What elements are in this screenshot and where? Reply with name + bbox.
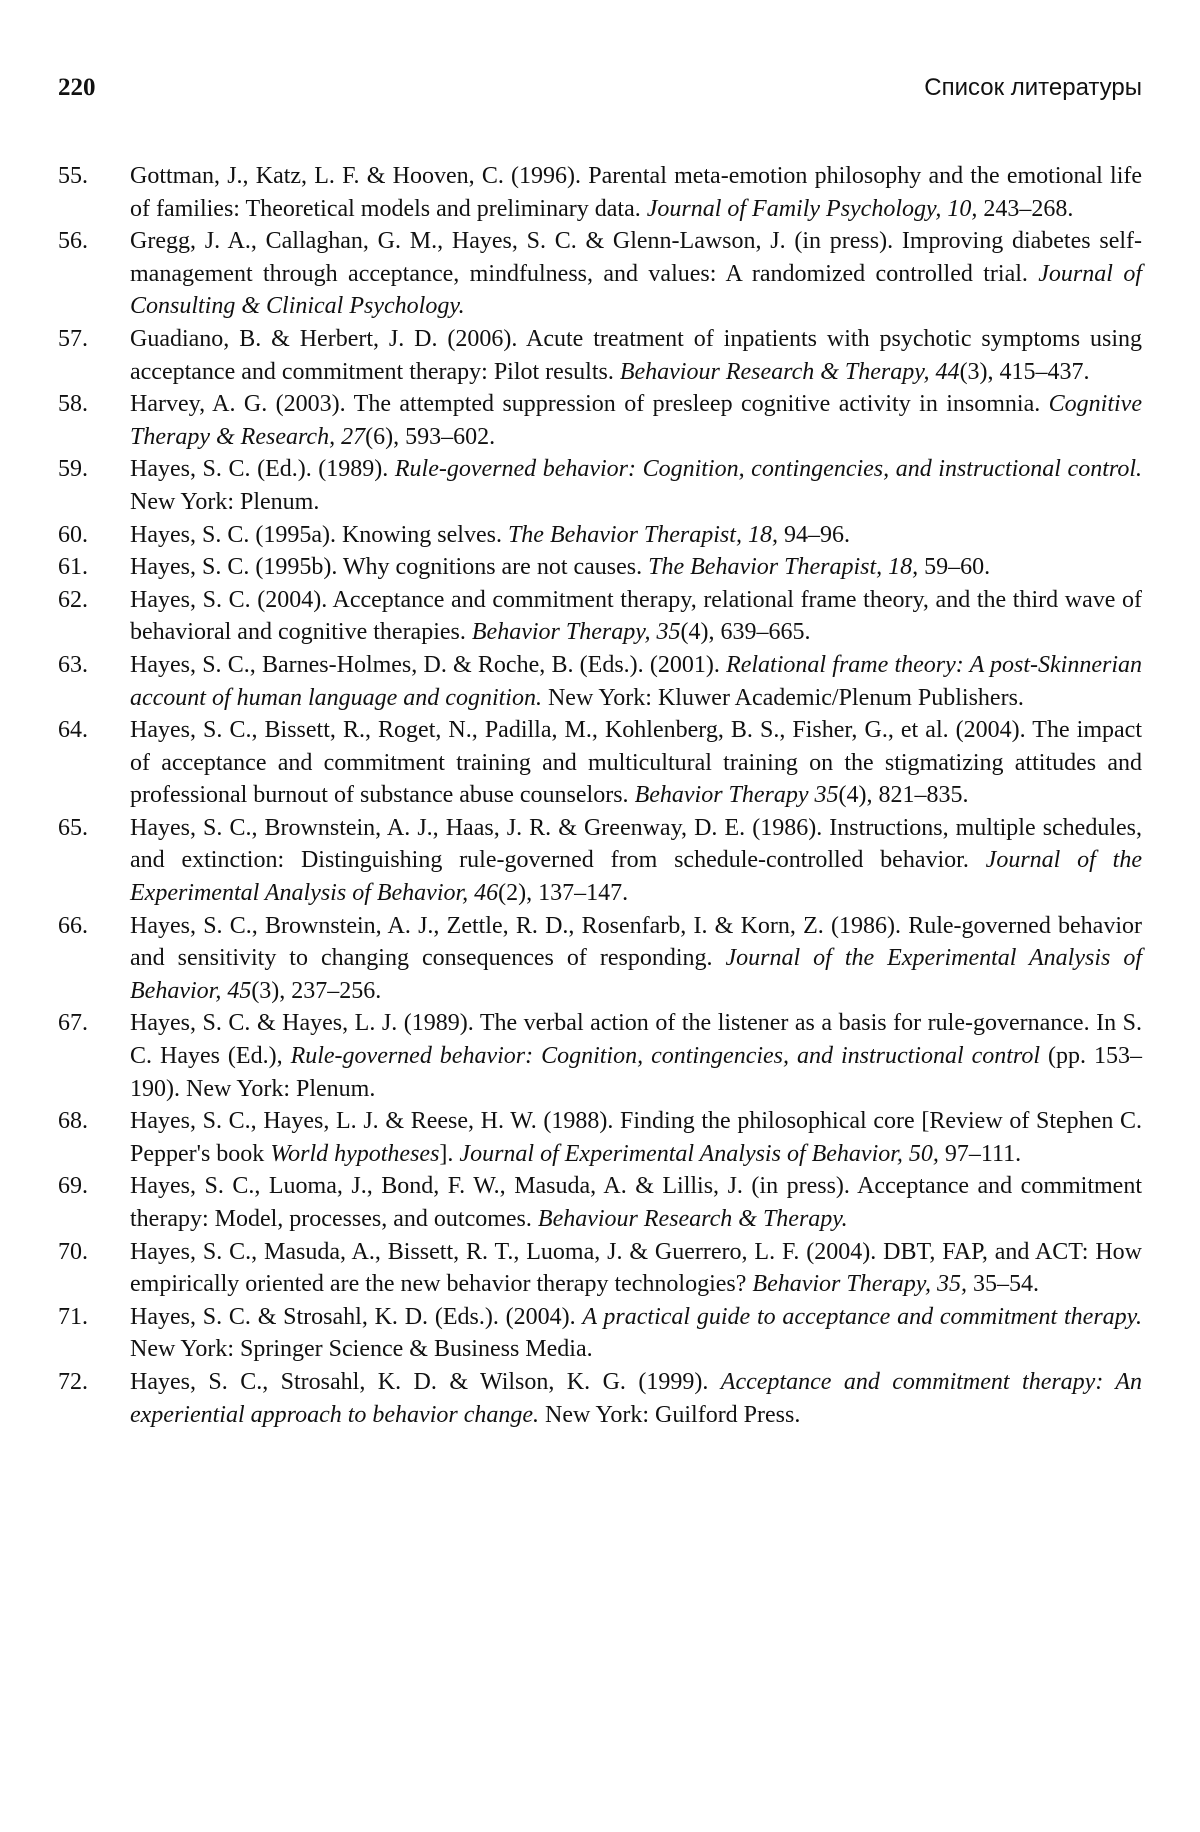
- reference-text: [130, 326, 1142, 385]
- reference-italic-segment: Cognitive Therapy & Research, 27: [130, 391, 1142, 450]
- reference-list: [58, 160, 1142, 1431]
- reference-italic-segment: Journal of Consulting & Clinical Psychology.: [130, 260, 1142, 320]
- reference-italic-segment: The Behavior Therapist, 18,: [507, 521, 778, 548]
- reference-number: 56.: [58, 228, 88, 255]
- reference-italic-segment: Rule-governed behavior: Cognition, contingencies, and instructional control: [290, 1043, 1041, 1070]
- reference-segment: (4), 821–835.: [838, 782, 969, 809]
- reference-text: [130, 1010, 1142, 1101]
- reference-italic-segment: Behavior Therapy 35: [634, 782, 839, 809]
- reference-segment: Hayes, S. C. (Ed.). (1989).: [130, 456, 395, 483]
- reference-entry: [58, 453, 1142, 518]
- reference-number: 69.: [58, 1173, 88, 1200]
- reference-italic-segment: Journal of Family Psychology, 10,: [646, 195, 978, 222]
- reference-italic-segment: Journal of Experimental Analysis of Behavior, 50,: [459, 1140, 939, 1167]
- reference-entry: [58, 225, 1142, 323]
- reference-text: [130, 163, 1142, 222]
- reference-italic-segment: World hypotheses: [270, 1140, 440, 1167]
- reference-entry: [58, 584, 1142, 649]
- reference-segment: Hayes, S. C., Barnes-Holmes, D. & Roche, B. (Eds.). (2001).: [130, 651, 727, 678]
- reference-text: [130, 587, 1142, 646]
- reference-italic-segment: Journal of the Experimental Analysis of Behavior, 46: [130, 847, 1142, 907]
- reference-entry: [58, 551, 1142, 584]
- reference-number: 64.: [58, 717, 88, 744]
- reference-segment: Guadiano, B. & Herbert, J. D. (2006). Acute treatment of inpatients with psychotic symptoms using acceptance and commitment therapy: Pilot results.: [130, 325, 1142, 385]
- reference-segment: Harvey, A. G. (2003). The attempted suppression of presleep cognitive activity in insomnia.: [130, 391, 1049, 418]
- reference-text: [130, 1369, 1142, 1428]
- reference-text: [130, 522, 850, 548]
- reference-italic-segment: Behaviour Research & Therapy.: [537, 1206, 848, 1232]
- reference-entry: [58, 1007, 1142, 1105]
- reference-segment: Hayes, S. C. & Strosahl, K. D. (Eds.). (2004).: [130, 1303, 583, 1330]
- reference-italic-segment: Behaviour Research & Therapy, 44: [619, 358, 960, 385]
- reference-text: [130, 391, 1142, 450]
- reference-italic-segment: A practical guide to acceptance and commitment therapy.: [582, 1303, 1142, 1330]
- reference-text: [130, 1173, 1142, 1232]
- reference-italic-segment: Acceptance and commitment therapy: An experiential approach to behavior change.: [130, 1368, 1142, 1428]
- reference-segment: Hayes, S. C., Hayes, L. J. & Reese, H. W. (1988). Finding the philosophical core [Review of Stephen C. Pepper's book: [130, 1108, 1142, 1167]
- reference-text: [130, 1304, 1142, 1363]
- reference-number: 61.: [58, 554, 88, 581]
- reference-segment: (pp. 153–190). New York: Plenum.: [130, 1043, 1143, 1102]
- reference-entry: [58, 1236, 1142, 1301]
- reference-segment: (2), 137–147.: [498, 880, 629, 907]
- reference-segment: 35–54.: [967, 1271, 1040, 1298]
- reference-entry: [58, 812, 1142, 910]
- reference-text: [130, 554, 990, 580]
- reference-segment: New York: Plenum.: [130, 488, 320, 515]
- reference-entry: [58, 714, 1142, 812]
- reference-italic-segment: Behavior Therapy, 35: [471, 619, 681, 646]
- reference-segment: Hayes, S. C., Brownstein, A. J., Haas, J. R. & Greenway, D. E. (1986). Instructions, multiple schedules, and extinction: Distinguishing rule-governed from schedule-controlled behavior.: [130, 814, 1142, 874]
- reference-text: [130, 456, 1142, 515]
- reference-entry: [58, 1170, 1142, 1235]
- reference-segment: ].: [439, 1140, 460, 1167]
- page-number: 220: [58, 74, 96, 101]
- reference-entry: [58, 323, 1142, 388]
- reference-number: 62.: [58, 586, 88, 613]
- page-header: [58, 74, 1142, 114]
- reference-text: [130, 1239, 1142, 1298]
- reference-number: 72.: [58, 1368, 88, 1395]
- reference-segment: Hayes, S. C. & Hayes, L. J. (1989). The verbal action of the listener as a basis for rule-governance. In S. C. Hayes (Ed.),: [130, 1010, 1142, 1070]
- reference-text: [130, 913, 1142, 1004]
- reference-text: [130, 815, 1142, 906]
- reference-segment: Gregg, J. A., Callaghan, G. M., Hayes, S. C. & Glenn-Lawson, J. (in press). Improving diabetes self-management through acceptance, mindfulness, and values: A randomized controlled trial.: [130, 228, 1142, 287]
- reference-entry: [58, 1301, 1142, 1366]
- reference-segment: (6), 593–602.: [365, 423, 496, 450]
- reference-number: 57.: [58, 325, 88, 352]
- reference-number: 55.: [58, 163, 88, 189]
- reference-entry: [58, 519, 1142, 552]
- reference-number: 58.: [58, 391, 88, 418]
- reference-segment: 59–60.: [918, 554, 991, 581]
- reference-italic-segment: Journal of the Experimental Analysis of Behavior, 45: [130, 945, 1142, 1004]
- reference-segment: 243–268.: [977, 195, 1074, 222]
- reference-entry: [58, 1366, 1142, 1431]
- reference-entry: [58, 649, 1142, 714]
- reference-text: [130, 228, 1142, 319]
- reference-segment: (3), 415–437.: [959, 358, 1090, 385]
- reference-segment: Hayes, S. C., Masuda, A., Bissett, R. T., Luoma, J. & Guerrero, L. F. (2004). DBT, FAP, and ACT: How empirically oriented are the new behavior therapy technologies?: [130, 1238, 1142, 1298]
- reference-entry: [58, 160, 1142, 225]
- reference-segment: Hayes, S. C., Bissett, R., Roget, N., Padilla, M., Kohlenberg, B. S., Fisher, G., et al. (2004). The impact of acceptance and commitment training and multicultural training on the stigmatizing attitudes and professional burnout of substance abuse counselors.: [130, 717, 1142, 809]
- reference-segment: 97–111.: [938, 1140, 1022, 1167]
- reference-text: [130, 652, 1142, 711]
- reference-text: [130, 717, 1142, 808]
- reference-segment: (4), 639–665.: [680, 619, 811, 646]
- reference-segment: Hayes, S. C. (2004). Acceptance and commitment therapy, relational frame theory, and the third wave of behavioral and cognitive therapies.: [130, 586, 1142, 646]
- reference-segment: Hayes, S. C., Luoma, J., Bond, F. W., Masuda, A. & Lillis, J. (in press). Acceptance and commitment therapy: Model, processes, and outcomes.: [130, 1173, 1142, 1232]
- reference-segment: Hayes, S. C., Strosahl, K. D. & Wilson, K. G. (1999).: [130, 1368, 721, 1395]
- reference-number: 71.: [58, 1303, 88, 1330]
- reference-segment: Hayes, S. C., Brownstein, A. J., Zettle, R. D., Rosenfarb, I. & Korn, Z. (1986). Rule-governed behavior and sensitivity to changing consequences of responding.: [130, 912, 1142, 972]
- reference-number: 60.: [58, 521, 88, 548]
- reference-segment: Hayes, S. C. (1995b). Why cognitions are not causes.: [130, 554, 649, 581]
- reference-italic-segment: Relational frame theory: A post-Skinnerian account of human language and cognition.: [130, 651, 1142, 711]
- reference-segment: Hayes, S. C. (1995a). Knowing selves.: [130, 521, 508, 548]
- reference-entry: [58, 1105, 1142, 1170]
- reference-number: 59.: [58, 456, 88, 483]
- reference-segment: New York: Kluwer Academic/Plenum Publishers.: [541, 684, 1024, 711]
- reference-italic-segment: Behavior Therapy, 35,: [752, 1271, 968, 1298]
- running-head: Список литературы: [924, 74, 1142, 101]
- reference-number: 65.: [58, 814, 88, 841]
- reference-segment: New York: Guilford Press.: [539, 1401, 801, 1428]
- reference-segment: (3), 237–256.: [251, 977, 382, 1004]
- reference-number: 68.: [58, 1108, 88, 1135]
- reference-number: 70.: [58, 1238, 88, 1265]
- reference-segment: New York: Springer Science & Business Media.: [130, 1336, 593, 1363]
- reference-entry: [58, 910, 1142, 1008]
- reference-text: [130, 1108, 1142, 1167]
- reference-number: 66.: [58, 912, 88, 939]
- reference-number: 67.: [58, 1010, 88, 1037]
- reference-segment: Gottman, J., Katz, L. F. & Hooven, C. (1996). Parental meta-emotion philosophy and the emotional life of families: Theoretical models and preliminary data.: [130, 163, 1142, 222]
- reference-segment: 94–96.: [777, 521, 850, 548]
- reference-italic-segment: The Behavior Therapist, 18,: [648, 554, 919, 581]
- reference-number: 63.: [58, 651, 88, 678]
- reference-entry: [58, 388, 1142, 453]
- reference-italic-segment: Rule-governed behavior: Cognition, contingencies, and instructional control.: [394, 456, 1142, 483]
